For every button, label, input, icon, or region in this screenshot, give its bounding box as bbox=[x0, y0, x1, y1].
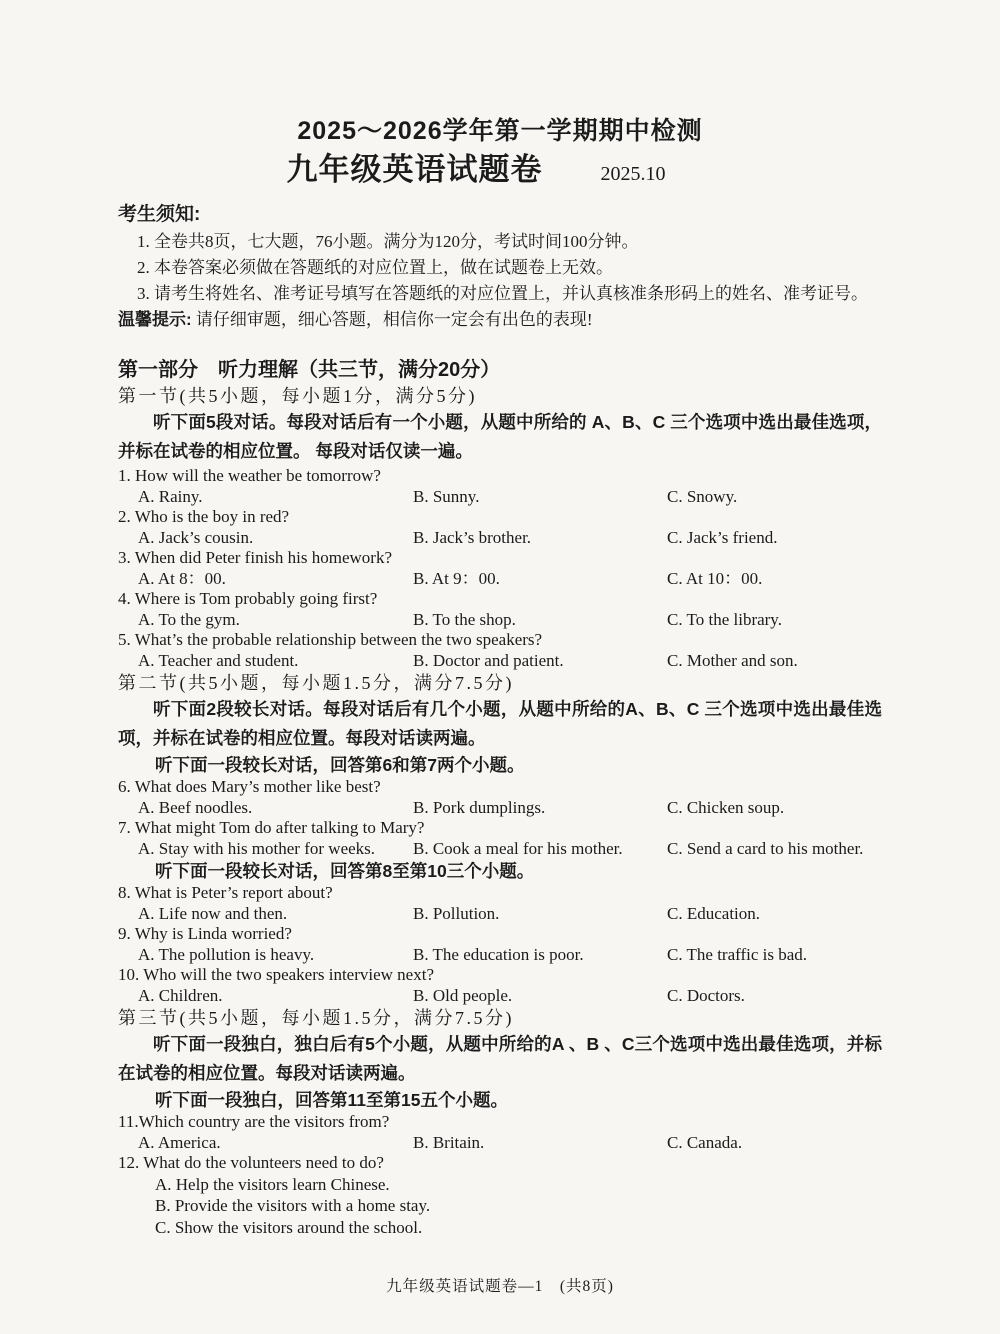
notice-item: 3. 请考生将姓名、准考证号填写在答题纸的对应位置上，并认真核准条形码上的姓名、准考证号。 bbox=[137, 284, 868, 303]
section2-sub-instruction-2: 听下面一段较长对话，回答第8至第10三个小题。 bbox=[155, 861, 535, 881]
question-options-stacked bbox=[118, 1174, 882, 1239]
option-b: B. Pollution. bbox=[413, 903, 500, 923]
question-options bbox=[118, 986, 882, 1007]
section3-title: 第三节(共5小题，每小题1.5分，满分7.5分) bbox=[118, 1008, 514, 1028]
notice-heading: 考生须知: bbox=[118, 204, 201, 225]
question-text: 12. What do the volunteers need to do? bbox=[118, 1153, 384, 1172]
page-footer: 九年级英语试题卷—1 (共8页) bbox=[386, 1278, 614, 1295]
notice-item: 1. 全卷共8页，七大题，76小题。满分为120分，考试时间100分钟。 bbox=[137, 232, 639, 251]
option-a: A. Rainy. bbox=[138, 486, 203, 506]
option-c: C. Chicken soup. bbox=[667, 797, 785, 817]
question-text: 9. Why is Linda worried? bbox=[118, 924, 292, 943]
question-options bbox=[118, 569, 882, 590]
option-b: B. At 9：00. bbox=[413, 568, 500, 588]
notice-item: 2. 本卷答案必须做在答题纸的对应位置上，做在试题卷上无效。 bbox=[137, 258, 613, 277]
question-text: 8. What is Peter’s report about? bbox=[118, 883, 333, 902]
option-c: C. Mother and son. bbox=[667, 650, 798, 670]
question-text: 10. Who will the two speakers interview next? bbox=[118, 965, 434, 984]
option-c: C. Show the visitors around the school. bbox=[155, 1217, 423, 1237]
option-b: B. Jack’s brother. bbox=[413, 527, 532, 547]
subtitle-row bbox=[94, 151, 858, 189]
warm-tip-label: 温馨提示: bbox=[118, 310, 192, 329]
option-c: C. The traffic is bad. bbox=[667, 944, 808, 964]
section2-sub-instruction-1: 听下面一段较长对话，回答第6和第7两个小题。 bbox=[155, 755, 525, 775]
question-options bbox=[118, 610, 882, 631]
option-a: A. America. bbox=[138, 1132, 221, 1152]
part1-heading: 第一部分 听力理解（共三节，满分20分） bbox=[118, 359, 501, 381]
option-b: B. Provide the visitors with a home stay. bbox=[155, 1196, 431, 1215]
option-c: C. To the library. bbox=[667, 609, 782, 629]
question-options bbox=[118, 487, 882, 508]
option-c: C. Send a card to his mother. bbox=[667, 838, 864, 858]
option-c: C. Doctors. bbox=[667, 985, 745, 1005]
question-options bbox=[118, 651, 882, 672]
option-b: B. Doctor and patient. bbox=[413, 650, 564, 670]
option-b: B. Britain. bbox=[413, 1132, 485, 1152]
option-c: C. Snowy. bbox=[667, 486, 738, 506]
question-text: 4. Where is Tom probably going first? bbox=[118, 589, 378, 608]
option-c: C. Education. bbox=[667, 903, 761, 923]
question-text: 6. What does Mary’s mother like best? bbox=[118, 777, 381, 796]
option-c: C. At 10：00. bbox=[667, 568, 763, 588]
option-a: A. At 8：00. bbox=[138, 568, 226, 588]
option-b: B. Sunny. bbox=[413, 486, 480, 506]
option-a: A. To the gym. bbox=[138, 609, 240, 629]
question-options bbox=[118, 798, 882, 819]
section3-sub-instruction-1: 听下面一段独白，回答第11至第15五个小题。 bbox=[155, 1090, 508, 1110]
option-a: A. Beef noodles. bbox=[138, 797, 253, 817]
question-text: 11.Which country are the visitors from? bbox=[118, 1112, 390, 1131]
option-c: C. Jack’s friend. bbox=[667, 527, 778, 547]
option-a: A. Help the visitors learn Chinese. bbox=[155, 1174, 390, 1194]
question-options bbox=[118, 945, 882, 966]
option-a: A. Life now and then. bbox=[138, 903, 288, 923]
warm-tip-text: 请仔细审题，细心答题，相信你一定会有出色的表现! bbox=[191, 310, 593, 329]
section1-instruction: 听下面5段对话。每段对话后有一个小题，从题中所给的 A、B、C 三个选项中选出最佳选项，并标在试卷的相应位置。 每段对话仅读一遍。 bbox=[118, 412, 882, 461]
question-text: 2. Who is the boy in red? bbox=[118, 507, 290, 526]
question-options bbox=[118, 839, 882, 860]
option-a: A. Teacher and student. bbox=[138, 650, 299, 670]
page-title: 2025～2026学年第一学期期中检测 bbox=[297, 117, 703, 145]
option-b: B. Old people. bbox=[413, 985, 513, 1005]
question-options bbox=[118, 904, 882, 925]
option-b: B. To the shop. bbox=[413, 609, 516, 629]
option-c: C. Canada. bbox=[667, 1132, 743, 1152]
question-text: 1. How will the weather be tomorrow? bbox=[118, 466, 381, 485]
option-a: A. Jack’s cousin. bbox=[138, 527, 254, 547]
option-b: B. The education is poor. bbox=[413, 944, 584, 964]
question-text: 5. What’s the probable relationship between the two speakers? bbox=[118, 630, 543, 649]
paper-subtitle: 九年级英语试题卷 bbox=[286, 152, 543, 187]
question-options bbox=[118, 528, 882, 549]
option-a: A. Children. bbox=[138, 985, 223, 1005]
section2-title: 第二节(共5小题，每小题1.5分，满分7.5分) bbox=[118, 673, 514, 693]
exam-date: 2025.10 bbox=[600, 163, 666, 185]
section1-title: 第一节(共5小题，每小题1分，满分5分) bbox=[118, 386, 477, 406]
section3-instruction: 听下面一段独白，独白后有5个小题，从题中所给的A 、B 、C三个选项中选出最佳选项，并标在试卷的相应位置。每段对话读两遍。 bbox=[118, 1034, 882, 1083]
option-a: A. Stay with his mother for weeks. bbox=[138, 838, 376, 858]
option-b: B. Pork dumplings. bbox=[413, 797, 546, 817]
option-b: B. Cook a meal for his mother. bbox=[413, 838, 623, 858]
question-text: 7. What might Tom do after talking to Mary? bbox=[118, 818, 425, 837]
section2-instruction: 听下面2段较长对话。每段对话后有几个小题，从题中所给的A、B、C 三个选项中选出最佳选项，并标在试卷的相应位置。每段对话读两遍。 bbox=[118, 699, 882, 748]
question-text: 3. When did Peter finish his homework? bbox=[118, 548, 393, 567]
warm-tip bbox=[118, 307, 882, 333]
option-a: A. The pollution is heavy. bbox=[138, 944, 315, 964]
question-options bbox=[118, 1133, 882, 1154]
